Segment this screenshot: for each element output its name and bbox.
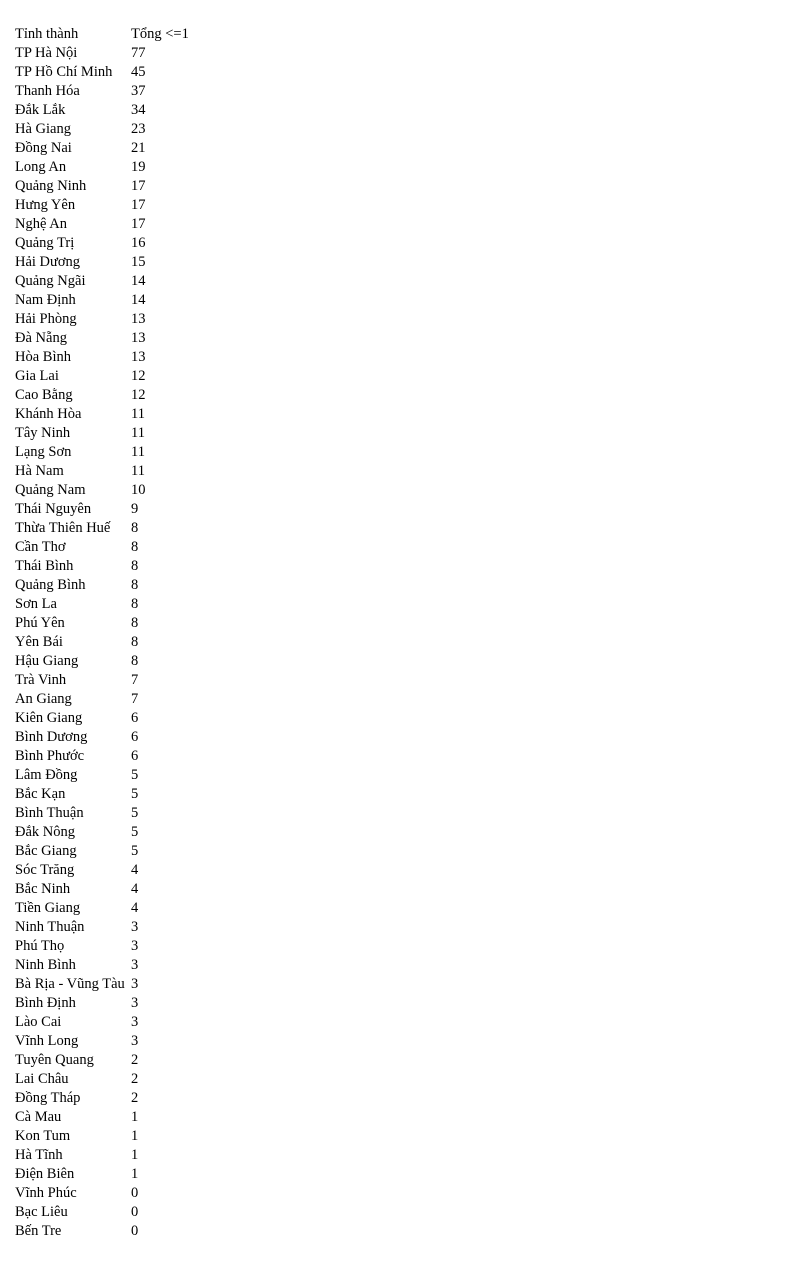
province-cell: Cao Bằng bbox=[15, 387, 73, 403]
table-row bbox=[15, 63, 211, 82]
table-row bbox=[15, 443, 211, 462]
total-cell: 8 bbox=[131, 615, 139, 631]
total-cell: 14 bbox=[131, 292, 146, 308]
total-cell: 5 bbox=[131, 767, 139, 783]
table-row bbox=[15, 918, 211, 937]
total-cell: 7 bbox=[131, 691, 139, 707]
total-cell: 1 bbox=[131, 1166, 139, 1182]
header-total: Tổng <=1 bbox=[131, 26, 189, 42]
province-cell: TP Hà Nội bbox=[15, 45, 78, 61]
province-cell: Đồng Nai bbox=[15, 140, 72, 156]
header-row bbox=[15, 25, 211, 44]
province-cell: Phú Yên bbox=[15, 615, 65, 631]
province-cell: Đồng Tháp bbox=[15, 1090, 81, 1106]
table-row bbox=[15, 196, 211, 215]
table-row bbox=[15, 215, 211, 234]
table-row bbox=[15, 1146, 211, 1165]
total-cell: 16 bbox=[131, 235, 146, 251]
province-cell: Quảng Ninh bbox=[15, 178, 87, 194]
table-row bbox=[15, 1070, 211, 1089]
total-cell: 3 bbox=[131, 976, 139, 992]
table-row bbox=[15, 690, 211, 709]
province-cell: Thái Bình bbox=[15, 558, 74, 574]
table-row bbox=[15, 1222, 211, 1241]
total-cell: 1 bbox=[131, 1128, 139, 1144]
total-cell: 2 bbox=[131, 1090, 139, 1106]
province-cell: Bình Phước bbox=[15, 748, 85, 764]
province-cell: Hải Phòng bbox=[15, 311, 77, 327]
total-cell: 11 bbox=[131, 406, 145, 422]
province-cell: TP Hồ Chí Minh bbox=[15, 64, 113, 80]
total-cell: 8 bbox=[131, 653, 139, 669]
table-row bbox=[15, 253, 211, 272]
province-cell: Điện Biên bbox=[15, 1166, 75, 1182]
total-cell: 11 bbox=[131, 463, 145, 479]
table-row bbox=[15, 234, 211, 253]
province-cell: Kon Tum bbox=[15, 1128, 71, 1144]
header-province: Tỉnh thành bbox=[15, 26, 79, 42]
total-cell: 11 bbox=[131, 425, 145, 441]
total-cell: 14 bbox=[131, 273, 146, 289]
table-row bbox=[15, 1165, 211, 1184]
total-cell: 0 bbox=[131, 1204, 139, 1220]
province-cell: Gia Lai bbox=[15, 368, 59, 384]
province-cell: Hà Nam bbox=[15, 463, 64, 479]
total-cell: 12 bbox=[131, 387, 146, 403]
province-cell: Bắc Kạn bbox=[15, 786, 66, 802]
province-cell: Vĩnh Phúc bbox=[15, 1185, 77, 1201]
table-row bbox=[15, 880, 211, 899]
province-cell: Bình Thuận bbox=[15, 805, 84, 821]
table-row bbox=[15, 937, 211, 956]
total-cell: 5 bbox=[131, 786, 139, 802]
province-cell: Tiền Giang bbox=[15, 900, 81, 916]
province-cell: Hưng Yên bbox=[15, 197, 76, 213]
table-row bbox=[15, 481, 211, 500]
total-cell: 77 bbox=[131, 45, 146, 61]
province-cell: Lâm Đồng bbox=[15, 767, 78, 783]
province-cell: Bà Rịa - Vũng Tàu bbox=[15, 976, 125, 992]
table-row bbox=[15, 861, 211, 880]
total-cell: 13 bbox=[131, 311, 146, 327]
total-cell: 6 bbox=[131, 748, 139, 764]
province-cell: Đắk Nông bbox=[15, 824, 76, 840]
province-cell: Cà Mau bbox=[15, 1109, 62, 1125]
total-cell: 2 bbox=[131, 1071, 139, 1087]
province-cell: Hải Dương bbox=[15, 254, 81, 270]
province-cell: Phú Thọ bbox=[15, 938, 65, 954]
total-cell: 12 bbox=[131, 368, 146, 384]
table-row bbox=[15, 120, 211, 139]
total-cell: 21 bbox=[131, 140, 146, 156]
total-cell: 5 bbox=[131, 843, 139, 859]
table-row bbox=[15, 956, 211, 975]
province-cell: Lào Cai bbox=[15, 1014, 62, 1030]
table-row bbox=[15, 329, 211, 348]
total-cell: 11 bbox=[131, 444, 145, 460]
total-cell: 34 bbox=[131, 102, 146, 118]
total-cell: 3 bbox=[131, 938, 139, 954]
total-cell: 3 bbox=[131, 1033, 139, 1049]
data-table bbox=[15, 25, 211, 1241]
province-cell: Hòa Bình bbox=[15, 349, 71, 365]
total-cell: 8 bbox=[131, 558, 139, 574]
province-cell: Lạng Sơn bbox=[15, 444, 72, 460]
total-cell: 3 bbox=[131, 919, 139, 935]
table-row bbox=[15, 1089, 211, 1108]
table-row bbox=[15, 1013, 211, 1032]
table-row bbox=[15, 785, 211, 804]
province-cell: Cần Thơ bbox=[15, 539, 66, 555]
province-cell: Bắc Giang bbox=[15, 843, 77, 859]
province-cell: Bắc Ninh bbox=[15, 881, 71, 897]
total-cell: 5 bbox=[131, 805, 139, 821]
table-row bbox=[15, 557, 211, 576]
table-row bbox=[15, 576, 211, 595]
table-row bbox=[15, 1051, 211, 1070]
province-cell: Vĩnh Long bbox=[15, 1033, 79, 1049]
table-row bbox=[15, 899, 211, 918]
total-cell: 4 bbox=[131, 862, 139, 878]
table-row bbox=[15, 139, 211, 158]
total-cell: 9 bbox=[131, 501, 139, 517]
table-row bbox=[15, 310, 211, 329]
province-cell: Hậu Giang bbox=[15, 653, 79, 669]
total-cell: 1 bbox=[131, 1109, 139, 1125]
table-row bbox=[15, 348, 211, 367]
table-row bbox=[15, 994, 211, 1013]
total-cell: 0 bbox=[131, 1185, 139, 1201]
total-cell: 8 bbox=[131, 596, 139, 612]
province-cell: An Giang bbox=[15, 691, 72, 707]
total-cell: 17 bbox=[131, 197, 146, 213]
total-cell: 23 bbox=[131, 121, 146, 137]
table-row bbox=[15, 1203, 211, 1222]
table-row bbox=[15, 386, 211, 405]
table-row bbox=[15, 1108, 211, 1127]
province-cell: Tây Ninh bbox=[15, 425, 71, 441]
table-row bbox=[15, 367, 211, 386]
total-cell: 3 bbox=[131, 957, 139, 973]
province-cell: Khánh Hòa bbox=[15, 406, 82, 422]
table-row bbox=[15, 272, 211, 291]
province-cell: Kiên Giang bbox=[15, 710, 83, 726]
province-cell: Thừa Thiên Huế bbox=[15, 520, 111, 536]
total-cell: 4 bbox=[131, 881, 139, 897]
table-row bbox=[15, 728, 211, 747]
table-row bbox=[15, 101, 211, 120]
province-cell: Quảng Nam bbox=[15, 482, 86, 498]
province-cell: Sơn La bbox=[15, 596, 57, 612]
total-cell: 8 bbox=[131, 539, 139, 555]
province-cell: Trà Vinh bbox=[15, 672, 67, 688]
table-row bbox=[15, 500, 211, 519]
table-row bbox=[15, 82, 211, 101]
table-row bbox=[15, 595, 211, 614]
province-cell: Bến Tre bbox=[15, 1223, 62, 1239]
table-row bbox=[15, 519, 211, 538]
table-row bbox=[15, 804, 211, 823]
table-row bbox=[15, 766, 211, 785]
total-cell: 37 bbox=[131, 83, 146, 99]
table-row bbox=[15, 709, 211, 728]
total-cell: 15 bbox=[131, 254, 146, 270]
table-row bbox=[15, 747, 211, 766]
table-row bbox=[15, 538, 211, 557]
table-row bbox=[15, 291, 211, 310]
total-cell: 19 bbox=[131, 159, 146, 175]
province-cell: Quảng Ngãi bbox=[15, 273, 86, 289]
province-cell: Bạc Liêu bbox=[15, 1204, 68, 1220]
total-cell: 3 bbox=[131, 1014, 139, 1030]
province-cell: Quảng Bình bbox=[15, 577, 86, 593]
province-cell: Quảng Trị bbox=[15, 235, 75, 251]
total-cell: 3 bbox=[131, 995, 139, 1011]
province-cell: Thái Nguyên bbox=[15, 501, 92, 517]
province-cell: Tuyên Quang bbox=[15, 1052, 94, 1068]
table-row bbox=[15, 633, 211, 652]
table-row bbox=[15, 1127, 211, 1146]
province-cell: Nam Định bbox=[15, 292, 76, 308]
total-cell: 7 bbox=[131, 672, 139, 688]
province-cell: Hà Tĩnh bbox=[15, 1147, 63, 1163]
table-row bbox=[15, 405, 211, 424]
province-cell: Thanh Hóa bbox=[15, 83, 80, 99]
table-row bbox=[15, 462, 211, 481]
total-cell: 6 bbox=[131, 710, 139, 726]
table-row bbox=[15, 823, 211, 842]
total-cell: 17 bbox=[131, 178, 146, 194]
province-cell: Lai Châu bbox=[15, 1071, 69, 1087]
table-row bbox=[15, 975, 211, 994]
province-cell: Long An bbox=[15, 159, 67, 175]
total-cell: 8 bbox=[131, 577, 139, 593]
province-cell: Hà Giang bbox=[15, 121, 71, 137]
table-row bbox=[15, 671, 211, 690]
total-cell: 13 bbox=[131, 349, 146, 365]
table-body bbox=[15, 44, 211, 1241]
total-cell: 13 bbox=[131, 330, 146, 346]
total-cell: 8 bbox=[131, 520, 139, 536]
table-row bbox=[15, 158, 211, 177]
total-cell: 2 bbox=[131, 1052, 139, 1068]
province-cell: Đà Nẵng bbox=[15, 330, 67, 346]
table-row bbox=[15, 177, 211, 196]
province-cell: Sóc Trăng bbox=[15, 862, 75, 878]
total-cell: 6 bbox=[131, 729, 139, 745]
total-cell: 4 bbox=[131, 900, 139, 916]
table-row bbox=[15, 652, 211, 671]
total-cell: 5 bbox=[131, 824, 139, 840]
total-cell: 0 bbox=[131, 1223, 139, 1239]
table-row bbox=[15, 842, 211, 861]
total-cell: 10 bbox=[131, 482, 146, 498]
total-cell: 45 bbox=[131, 64, 146, 80]
province-cell: Ninh Thuận bbox=[15, 919, 85, 935]
table-row bbox=[15, 1032, 211, 1051]
province-cell: Yên Bái bbox=[15, 634, 63, 650]
province-cell: Nghệ An bbox=[15, 216, 67, 232]
total-cell: 8 bbox=[131, 634, 139, 650]
table-row bbox=[15, 614, 211, 633]
table-row bbox=[15, 1184, 211, 1203]
total-cell: 1 bbox=[131, 1147, 139, 1163]
province-cell: Bình Dương bbox=[15, 729, 88, 745]
table-row bbox=[15, 424, 211, 443]
total-cell: 17 bbox=[131, 216, 146, 232]
table-row bbox=[15, 44, 211, 63]
province-cell: Ninh Bình bbox=[15, 957, 76, 973]
province-cell: Đắk Lắk bbox=[15, 102, 66, 118]
province-cell: Bình Định bbox=[15, 995, 76, 1011]
